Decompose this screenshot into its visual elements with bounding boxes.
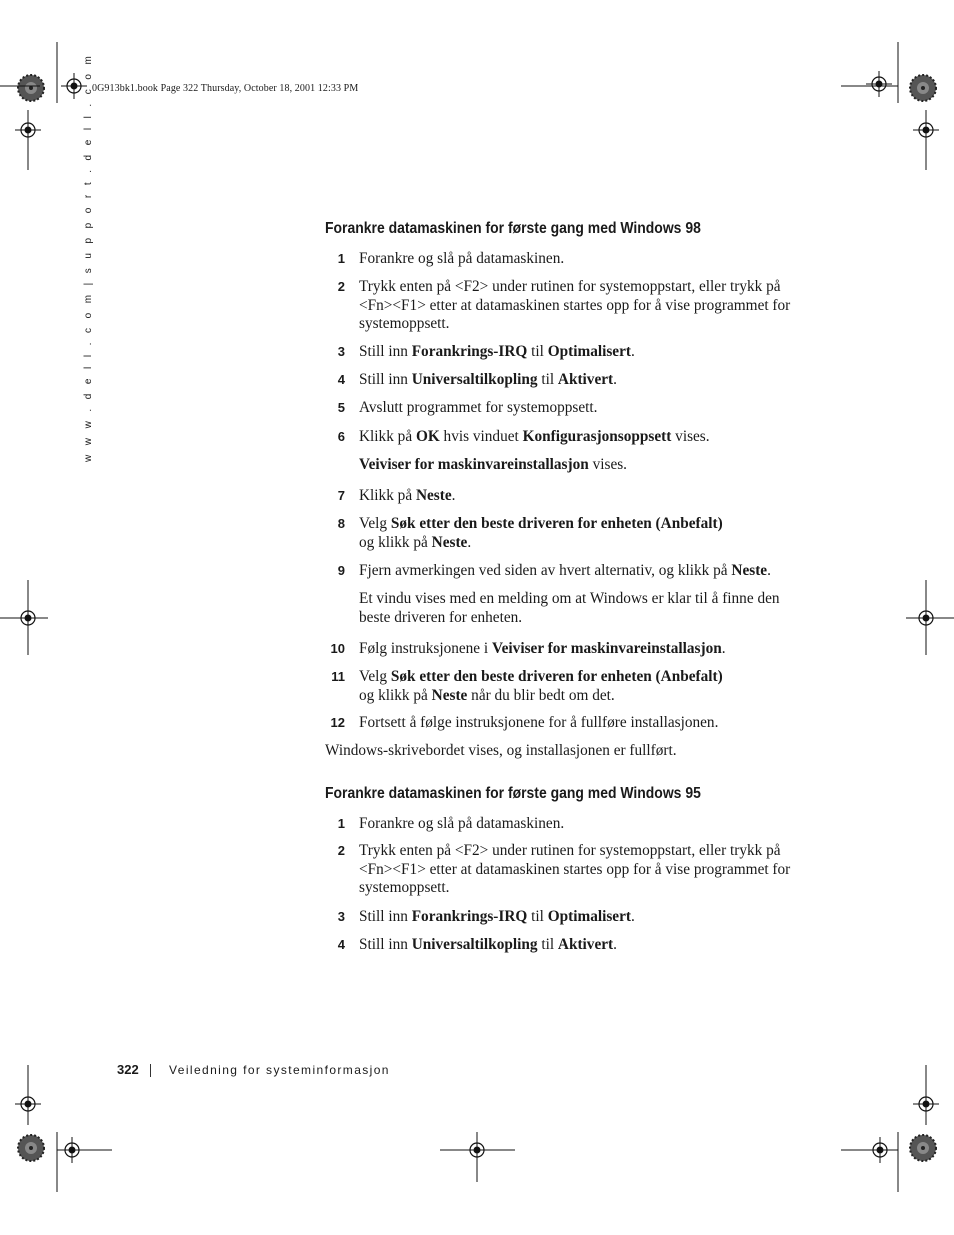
step-text: Fortsett å følge instruksjonene for å fullføre installasjonen.	[359, 714, 719, 731]
setting-name: Forankrings-IRQ	[411, 343, 528, 360]
step-note	[359, 456, 819, 475]
window-name: Veiviser for maskinvareinstallasjon	[492, 640, 722, 657]
list-item	[325, 428, 815, 447]
step-text: Klikk på	[359, 487, 416, 504]
star-target-icon	[910, 1135, 936, 1161]
list-item	[325, 815, 815, 834]
option-name: Søk etter den beste driveren for enheten (Anbefalt)	[390, 668, 723, 685]
step-text: Still inn	[359, 936, 412, 953]
ui-button-name: Neste	[431, 533, 468, 551]
step-text: Trykk enten på <F2> under rutinen for systemoppstart, eller trykk på <Fn><F1> etter at datamaskinen startes opp for å vise programmet for systemoppsett.	[359, 842, 791, 896]
step-text: Fjern avmerkingen ved siden av hvert alternativ, og klikk på	[359, 562, 732, 579]
step-number: 4	[337, 937, 345, 952]
step-text: Forankre og slå på datamaskinen.	[359, 815, 565, 832]
step-text: Velg	[359, 668, 391, 685]
window-name: Konfigurasjonsoppsett	[522, 428, 672, 445]
step-text: hvis vinduet	[439, 428, 523, 445]
step-text: Trykk enten på <F2> under rutinen for systemoppstart, eller trykk på <Fn><F1> etter at datamaskinen startes opp for å vise programmet for systemoppsett.	[359, 278, 791, 332]
step-number: 12	[330, 715, 345, 730]
step-text: til	[537, 936, 558, 953]
setting-value: Aktivert	[557, 371, 614, 388]
step-text: .	[613, 371, 617, 388]
step-text: Følg instruksjonene i	[359, 640, 492, 657]
step-number: 1	[337, 816, 345, 831]
list-item	[325, 343, 815, 362]
ui-button-name: Neste	[431, 686, 468, 704]
step-text: Avslutt programmet for systemoppsett.	[359, 399, 598, 416]
star-target-icon	[18, 1135, 44, 1161]
step-number: 6	[337, 429, 345, 444]
footer-divider	[150, 1064, 151, 1077]
setting-name: Forankrings-IRQ	[411, 908, 528, 925]
list-item	[325, 399, 815, 418]
step-number: 9	[337, 563, 345, 578]
step-text: Klikk på	[359, 428, 416, 445]
setting-name: Universaltilkopling	[411, 371, 538, 388]
file-header: 0G913bk1.book Page 322 Thursday, October 18, 2001 12:33 PM	[92, 83, 359, 94]
step-number: 4	[337, 372, 345, 387]
option-name: Søk etter den beste driveren for enheten (Anbefalt)	[390, 515, 723, 532]
step-text: og klikk på	[359, 686, 432, 704]
list-item	[325, 908, 815, 927]
step-number: 10	[330, 641, 345, 656]
step-text: til	[527, 908, 548, 925]
step-number: 7	[337, 488, 345, 503]
step-text: .	[630, 908, 635, 925]
list-item	[325, 562, 815, 581]
setting-value: Optimalisert	[547, 343, 631, 360]
step-text: vises.	[671, 428, 710, 445]
list-item	[325, 936, 815, 955]
star-target-icon	[18, 75, 44, 101]
list-item	[325, 640, 815, 659]
step-text: når du blir bedt om det.	[467, 686, 615, 704]
closing-paragraph: Windows-skrivebordet vises, og installasjonen er fullført.	[325, 742, 677, 759]
step-number: 5	[337, 400, 345, 415]
setting-value: Aktivert	[557, 936, 614, 953]
step-note: Et vindu vises med en melding om at Windows er klar til å finne den beste driveren for enheten.	[359, 590, 780, 626]
step-text: Forankre og slå på datamaskinen.	[359, 250, 565, 267]
list-item	[325, 842, 815, 898]
step-number: 3	[337, 909, 345, 924]
step-number: 11	[331, 669, 345, 684]
registration-mark-icon	[866, 71, 892, 97]
list-item	[325, 515, 815, 552]
step-text: .	[467, 533, 472, 551]
ui-button-name: Neste	[731, 562, 768, 579]
ui-button-name: Neste	[415, 487, 452, 504]
step-text: Still inn	[359, 343, 412, 360]
step-text: .	[767, 562, 771, 579]
step-text: til	[527, 343, 548, 360]
section-heading: Forankre datamaskinen for første gang med Windows 98	[325, 220, 701, 237]
list-item	[325, 714, 815, 733]
setting-name: Universaltilkopling	[411, 936, 538, 953]
footer-title: Veiledning for systeminformasjon	[169, 1063, 390, 1077]
step-number: 2	[337, 843, 345, 858]
step-text: til	[537, 371, 558, 388]
step-text: .	[613, 936, 617, 953]
section-heading: Forankre datamaskinen for første gang med Windows 95	[325, 785, 701, 802]
step-number: 2	[337, 279, 345, 294]
step-number: 8	[337, 516, 345, 531]
list-item	[325, 668, 815, 705]
list-item	[325, 487, 815, 506]
step-text: .	[630, 343, 635, 360]
page-number: 322	[117, 1062, 139, 1077]
window-name: Veiviser for maskinvareinstallasjon	[359, 456, 589, 473]
step-text: vises.	[588, 456, 628, 473]
step-text: Velg	[359, 515, 391, 532]
step-text: .	[721, 640, 726, 657]
step-number: 1	[337, 251, 345, 266]
list-item	[325, 371, 815, 390]
step-text: Still inn	[359, 371, 412, 388]
star-target-icon	[910, 75, 936, 101]
step-number: 3	[337, 344, 345, 359]
step-text: og klikk på	[359, 533, 432, 551]
sidebar-url: w w w . d e l l . c o m | s u p p o r t . d e l l . c o m	[83, 52, 94, 462]
list-item	[325, 278, 815, 334]
step-text: .	[451, 487, 456, 504]
setting-value: Optimalisert	[547, 908, 631, 925]
list-item	[325, 250, 815, 269]
step-text: Still inn	[359, 908, 412, 925]
ui-button-name: OK	[415, 428, 440, 445]
